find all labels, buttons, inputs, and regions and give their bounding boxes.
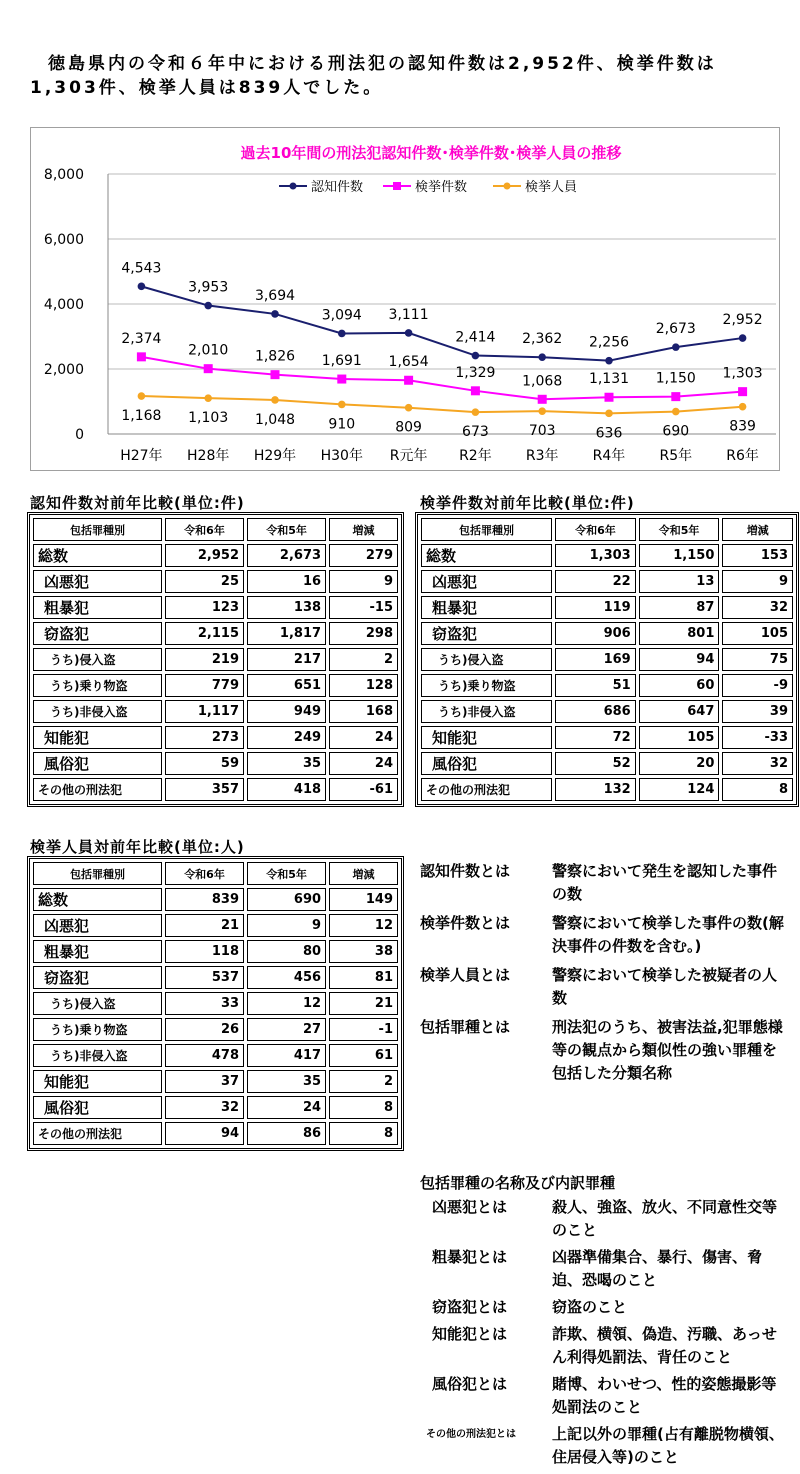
value-r5: 1,150 — [639, 544, 720, 567]
value-diff: 39 — [722, 700, 793, 723]
data-label: 809 — [395, 419, 422, 436]
row-label: うち)乗り物盗 — [33, 1018, 162, 1041]
intro-line-2: 1,303件、検挙人員は839人でした。 — [30, 78, 384, 98]
table-row — [421, 752, 793, 775]
category-term: 風俗犯とは — [432, 1375, 508, 1393]
kenkyo-table — [415, 512, 799, 807]
value-r6: 21 — [165, 914, 244, 937]
ninchi-table-title: 認知件数対前年比較(単位:件) — [30, 494, 245, 512]
value-r5: 16 — [247, 570, 326, 593]
chart-title: 過去10年間の刑法犯認知件数･検挙件数･検挙人員の推移 — [240, 144, 622, 162]
table-row — [421, 674, 793, 697]
legend-label: 検挙人員 — [525, 180, 578, 195]
data-point — [204, 364, 213, 373]
value-diff: 38 — [329, 940, 398, 963]
data-label: 3,694 — [254, 287, 296, 304]
kenkyo-table-title: 検挙件数対前年比較(単位:件) — [420, 494, 635, 512]
definition-desc: 警察において発生を認知した事件の数 — [552, 862, 778, 903]
value-diff: 128 — [329, 674, 398, 697]
definition-term: 包括罪種とは — [420, 1018, 511, 1036]
data-point — [204, 394, 212, 402]
table-row — [33, 992, 398, 1015]
data-point — [738, 387, 747, 396]
row-label: 凶悪犯 — [421, 570, 552, 593]
table-row — [33, 700, 398, 723]
category-item — [420, 1196, 790, 1242]
value-r6: 26 — [165, 1018, 244, 1041]
value-r6: 123 — [165, 596, 244, 619]
data-point — [605, 357, 613, 365]
value-diff: 8 — [722, 778, 793, 801]
data-label: 3,094 — [321, 307, 362, 324]
y-tick-label: 4,000 — [43, 297, 84, 313]
x-tick-label: H29年 — [253, 448, 297, 464]
value-r6: 51 — [555, 674, 636, 697]
value-r5: 27 — [247, 1018, 326, 1041]
data-point — [605, 393, 614, 402]
value-diff: 75 — [722, 648, 793, 671]
definition-term: 認知件数とは — [420, 862, 511, 880]
value-r6: 52 — [555, 752, 636, 775]
value-diff: 9 — [329, 570, 398, 593]
value-r5: 20 — [639, 752, 720, 775]
data-point — [471, 386, 480, 395]
row-label: 風俗犯 — [33, 1096, 162, 1119]
category-desc: 賭博、わいせつ、性的姿態撮影等処罰法のこと — [552, 1375, 777, 1416]
value-diff: -9 — [722, 674, 793, 697]
category-term: 窃盗犯とは — [432, 1298, 508, 1316]
value-diff: 8 — [329, 1122, 398, 1145]
row-label: 風俗犯 — [33, 752, 162, 775]
row-label: その他の刑法犯 — [33, 778, 162, 801]
value-diff: -61 — [329, 778, 398, 801]
value-diff: 149 — [329, 888, 398, 911]
legend-marker — [290, 183, 297, 190]
row-label: うち)侵入盗 — [33, 992, 162, 1015]
chart-svg — [31, 128, 781, 472]
value-r5: 418 — [247, 778, 326, 801]
data-point — [271, 396, 279, 404]
row-label: うち)侵入盗 — [421, 648, 552, 671]
table-row — [33, 1096, 398, 1119]
value-r5: 249 — [247, 726, 326, 749]
value-diff: 24 — [329, 752, 398, 775]
category-desc: 詐欺、横領、偽造、汚職、あっせん利得処罰法、背任のこと — [552, 1325, 777, 1366]
data-point — [204, 302, 212, 310]
value-r5: 60 — [639, 674, 720, 697]
intro-line-1: 徳島県内の令和６年中における刑法犯の認知件数は2,952件、検挙件数は — [48, 54, 717, 74]
table-row — [33, 752, 398, 775]
value-r5: 124 — [639, 778, 720, 801]
row-label: 窃盗犯 — [33, 966, 162, 989]
table-row — [33, 778, 398, 801]
data-label: 4,543 — [121, 260, 162, 277]
x-tick-label: R元年 — [389, 448, 428, 464]
data-point — [672, 343, 680, 351]
category-term: その他の刑法犯とは — [426, 1429, 516, 1440]
value-r6: 686 — [555, 700, 636, 723]
category-item — [420, 1323, 790, 1369]
category-item — [420, 1246, 790, 1292]
data-label: 1,048 — [254, 411, 296, 428]
table-header-cell: 包括罪種別 — [33, 518, 162, 541]
value-diff: 153 — [722, 544, 793, 567]
value-r5: 801 — [639, 622, 720, 645]
row-label: その他の刑法犯 — [421, 778, 552, 801]
data-label: 3,953 — [188, 279, 229, 296]
table-row — [33, 888, 398, 911]
value-r5: 86 — [247, 1122, 326, 1145]
value-diff: -33 — [722, 726, 793, 749]
data-label: 690 — [662, 423, 690, 440]
data-point — [472, 352, 480, 360]
data-label: 1,103 — [188, 410, 229, 427]
x-tick-label: H30年 — [320, 448, 363, 464]
definition-item — [420, 1016, 790, 1085]
value-r5: 80 — [247, 940, 326, 963]
data-label: 1,691 — [321, 353, 362, 370]
table-row — [33, 1070, 398, 1093]
value-diff: 21 — [329, 992, 398, 1015]
value-r5: 651 — [247, 674, 326, 697]
category-term: 知能犯とは — [432, 1325, 508, 1343]
table-row — [421, 570, 793, 593]
data-point — [671, 392, 680, 401]
line-chart — [30, 127, 780, 471]
definition-desc: 刑法犯のうち、被害法益,犯罪態様等の観点から類似性の強い罪種を包括した分類名称 — [552, 1018, 783, 1082]
series-line-2 — [141, 396, 742, 413]
row-label: 粗暴犯 — [33, 940, 162, 963]
table-row — [33, 726, 398, 749]
value-r5: 35 — [247, 1070, 326, 1093]
legend-marker — [504, 183, 511, 190]
value-r6: 118 — [165, 940, 244, 963]
category-term: 凶悪犯とは — [432, 1198, 508, 1216]
data-label: 1,303 — [722, 365, 763, 382]
value-diff: 298 — [329, 622, 398, 645]
table-header-cell: 包括罪種別 — [33, 862, 162, 885]
row-label: 総数 — [33, 888, 162, 911]
value-r6: 537 — [165, 966, 244, 989]
row-label: うち)乗り物盗 — [33, 674, 162, 697]
value-r5: 13 — [639, 570, 720, 593]
value-r6: 273 — [165, 726, 244, 749]
x-tick-label: R3年 — [525, 448, 559, 464]
data-point — [538, 395, 547, 404]
value-diff: 32 — [722, 752, 793, 775]
value-diff: -1 — [329, 1018, 398, 1041]
data-point — [271, 370, 280, 379]
x-tick-label: R6年 — [726, 448, 759, 464]
x-tick-label: R4年 — [592, 448, 626, 464]
value-diff: 2 — [329, 1070, 398, 1093]
value-r5: 87 — [639, 596, 720, 619]
data-point — [405, 404, 413, 412]
data-point — [605, 410, 613, 418]
value-diff: 8 — [329, 1096, 398, 1119]
table-row — [421, 596, 793, 619]
value-r6: 25 — [165, 570, 244, 593]
value-r5: 2,673 — [247, 544, 326, 567]
data-point — [538, 353, 546, 361]
value-r6: 1,303 — [555, 544, 636, 567]
intro-text — [30, 52, 790, 100]
row-label: 窃盗犯 — [33, 622, 162, 645]
table-header-cell: 増減 — [722, 518, 793, 541]
data-label: 703 — [528, 423, 556, 440]
table-header-row — [33, 862, 398, 885]
value-r6: 169 — [555, 648, 636, 671]
value-r6: 59 — [165, 752, 244, 775]
table-header-cell: 令和5年 — [247, 518, 326, 541]
table-header-cell: 増減 — [329, 518, 398, 541]
row-label: 風俗犯 — [421, 752, 552, 775]
table-row — [33, 544, 398, 567]
data-label: 673 — [462, 424, 489, 441]
value-r5: 217 — [247, 648, 326, 671]
definition-desc: 警察において検挙した被疑者の人数 — [552, 966, 778, 1007]
data-point — [405, 329, 413, 337]
value-diff: 9 — [722, 570, 793, 593]
value-r6: 132 — [555, 778, 636, 801]
definitions — [420, 860, 790, 1091]
row-label: 総数 — [33, 544, 162, 567]
data-label: 636 — [595, 425, 623, 442]
value-diff: -15 — [329, 596, 398, 619]
value-r5: 690 — [247, 888, 326, 911]
table-row — [33, 570, 398, 593]
table-row — [421, 726, 793, 749]
table-row — [421, 622, 793, 645]
row-label: うち)非侵入盗 — [33, 700, 162, 723]
series-line-1 — [141, 357, 742, 399]
data-point — [739, 403, 747, 411]
value-r6: 1,117 — [165, 700, 244, 723]
value-r6: 37 — [165, 1070, 244, 1093]
table-header-row — [33, 518, 398, 541]
value-r6: 72 — [555, 726, 636, 749]
row-label: 総数 — [421, 544, 552, 567]
value-r5: 949 — [247, 700, 326, 723]
data-point — [472, 408, 480, 416]
value-r5: 9 — [247, 914, 326, 937]
data-label: 1,826 — [254, 348, 296, 365]
categories-title: 包括罪種の名称及び内訳罪種 — [420, 1174, 616, 1192]
table-row — [33, 622, 398, 645]
value-r6: 779 — [165, 674, 244, 697]
category-desc: 上記以外の罪種(占有離脱物横領、住居侵入等)のこと — [552, 1425, 784, 1466]
value-diff: 24 — [329, 726, 398, 749]
data-point — [538, 407, 546, 415]
data-label: 2,256 — [588, 334, 630, 351]
value-r6: 219 — [165, 648, 244, 671]
value-r5: 456 — [247, 966, 326, 989]
value-diff: 32 — [722, 596, 793, 619]
ninchi-table — [27, 512, 404, 807]
category-term: 粗暴犯とは — [432, 1248, 508, 1266]
value-r5: 417 — [247, 1044, 326, 1067]
table-row — [33, 596, 398, 619]
data-label: 1,131 — [588, 371, 630, 388]
table-header-row — [421, 518, 793, 541]
y-tick-label: 6,000 — [43, 232, 84, 248]
value-r6: 357 — [165, 778, 244, 801]
value-r6: 839 — [165, 888, 244, 911]
table-header-cell: 包括罪種別 — [421, 518, 552, 541]
row-label: 知能犯 — [421, 726, 552, 749]
data-label: 1,150 — [655, 370, 696, 387]
data-point — [739, 334, 747, 342]
row-label: 凶悪犯 — [33, 914, 162, 937]
value-diff: 105 — [722, 622, 793, 645]
category-item — [420, 1373, 790, 1419]
value-r5: 12 — [247, 992, 326, 1015]
row-label: うち)侵入盗 — [33, 648, 162, 671]
data-label: 2,010 — [188, 342, 229, 359]
table-header-cell: 令和6年 — [555, 518, 636, 541]
value-diff: 279 — [329, 544, 398, 567]
row-label: 知能犯 — [33, 1070, 162, 1093]
data-label: 1,068 — [522, 373, 563, 390]
category-item — [420, 1296, 790, 1319]
value-diff: 12 — [329, 914, 398, 937]
data-label: 2,952 — [722, 312, 763, 329]
y-tick-label: 0 — [75, 427, 84, 443]
y-tick-label: 8,000 — [43, 167, 84, 183]
value-r5: 35 — [247, 752, 326, 775]
jinin-table-title: 検挙人員対前年比較(単位:人) — [30, 838, 245, 856]
table-row — [33, 1044, 398, 1067]
category-desc: 殺人、強盗、放火、不同意性交等のこと — [552, 1198, 778, 1239]
table-row — [33, 966, 398, 989]
definition-item — [420, 912, 790, 958]
value-r6: 2,952 — [165, 544, 244, 567]
value-r5: 94 — [639, 648, 720, 671]
value-r5: 647 — [639, 700, 720, 723]
table-row — [421, 648, 793, 671]
legend-marker — [393, 182, 401, 190]
data-label: 839 — [729, 418, 756, 435]
value-r5: 105 — [639, 726, 720, 749]
row-label: うち)非侵入盗 — [33, 1044, 162, 1067]
x-tick-label: H27年 — [120, 448, 163, 464]
row-label: 粗暴犯 — [33, 596, 162, 619]
value-r6: 906 — [555, 622, 636, 645]
definition-item — [420, 964, 790, 1010]
data-point — [338, 401, 346, 409]
legend-label: 検挙件数 — [415, 180, 468, 195]
row-label: 凶悪犯 — [33, 570, 162, 593]
table-row — [33, 1018, 398, 1041]
row-label: うち)非侵入盗 — [421, 700, 552, 723]
value-r6: 119 — [555, 596, 636, 619]
x-tick-label: R2年 — [459, 448, 492, 464]
value-diff: 61 — [329, 1044, 398, 1067]
value-r5: 1,817 — [247, 622, 326, 645]
definition-item — [420, 860, 790, 906]
row-label: 窃盗犯 — [421, 622, 552, 645]
jinin-table — [27, 856, 404, 1151]
table-row — [33, 914, 398, 937]
table-row — [33, 648, 398, 671]
data-point — [138, 283, 146, 291]
table-row — [421, 778, 793, 801]
row-label: その他の刑法犯 — [33, 1122, 162, 1145]
data-point — [672, 408, 680, 416]
value-r6: 94 — [165, 1122, 244, 1145]
row-label: うち)乗り物盗 — [421, 674, 552, 697]
data-point — [338, 330, 346, 338]
value-diff: 81 — [329, 966, 398, 989]
series-line-0 — [141, 286, 742, 360]
data-point — [337, 375, 346, 384]
data-point — [138, 392, 146, 400]
table-row — [33, 940, 398, 963]
table-row — [421, 700, 793, 723]
category-desc: 窃盗のこと — [552, 1298, 628, 1316]
data-label: 2,414 — [455, 329, 496, 346]
definition-term: 検挙人員とは — [420, 966, 511, 984]
row-label: 知能犯 — [33, 726, 162, 749]
table-header-cell: 令和5年 — [639, 518, 720, 541]
table-header-cell: 増減 — [329, 862, 398, 885]
data-label: 1,168 — [121, 408, 162, 425]
category-desc: 凶器準備集合、暴行、傷害、脅迫、恐喝のこと — [552, 1248, 763, 1289]
data-point — [271, 310, 279, 318]
value-r5: 138 — [247, 596, 326, 619]
table-row — [421, 544, 793, 567]
data-point — [404, 376, 413, 385]
value-r6: 2,115 — [165, 622, 244, 645]
data-label: 1,329 — [455, 364, 496, 381]
table-row — [33, 1122, 398, 1145]
data-label: 3,111 — [388, 306, 429, 323]
table-header-cell: 令和5年 — [247, 862, 326, 885]
x-tick-label: R5年 — [659, 448, 693, 464]
legend-label: 認知件数 — [311, 180, 364, 195]
category-list — [420, 1196, 790, 1473]
table-header-cell: 令和6年 — [165, 518, 244, 541]
value-r5: 24 — [247, 1096, 326, 1119]
data-label: 2,374 — [121, 330, 162, 347]
definition-desc: 警察において検挙した事件の数(解決事件の件数を含む。) — [552, 914, 784, 955]
data-label: 910 — [328, 416, 356, 433]
definition-term: 検挙件数とは — [420, 914, 511, 932]
category-item — [420, 1423, 790, 1469]
value-r6: 22 — [555, 570, 636, 593]
value-r6: 478 — [165, 1044, 244, 1067]
data-point — [137, 352, 146, 361]
value-diff: 168 — [329, 700, 398, 723]
y-tick-label: 2,000 — [43, 362, 84, 378]
value-r6: 32 — [165, 1096, 244, 1119]
data-label: 2,362 — [522, 331, 563, 348]
data-label: 2,673 — [655, 321, 696, 338]
x-tick-label: H28年 — [187, 448, 230, 464]
table-header-cell: 令和6年 — [165, 862, 244, 885]
data-label: 1,654 — [388, 354, 429, 371]
value-diff: 2 — [329, 648, 398, 671]
row-label: 粗暴犯 — [421, 596, 552, 619]
value-r6: 33 — [165, 992, 244, 1015]
table-row — [33, 674, 398, 697]
